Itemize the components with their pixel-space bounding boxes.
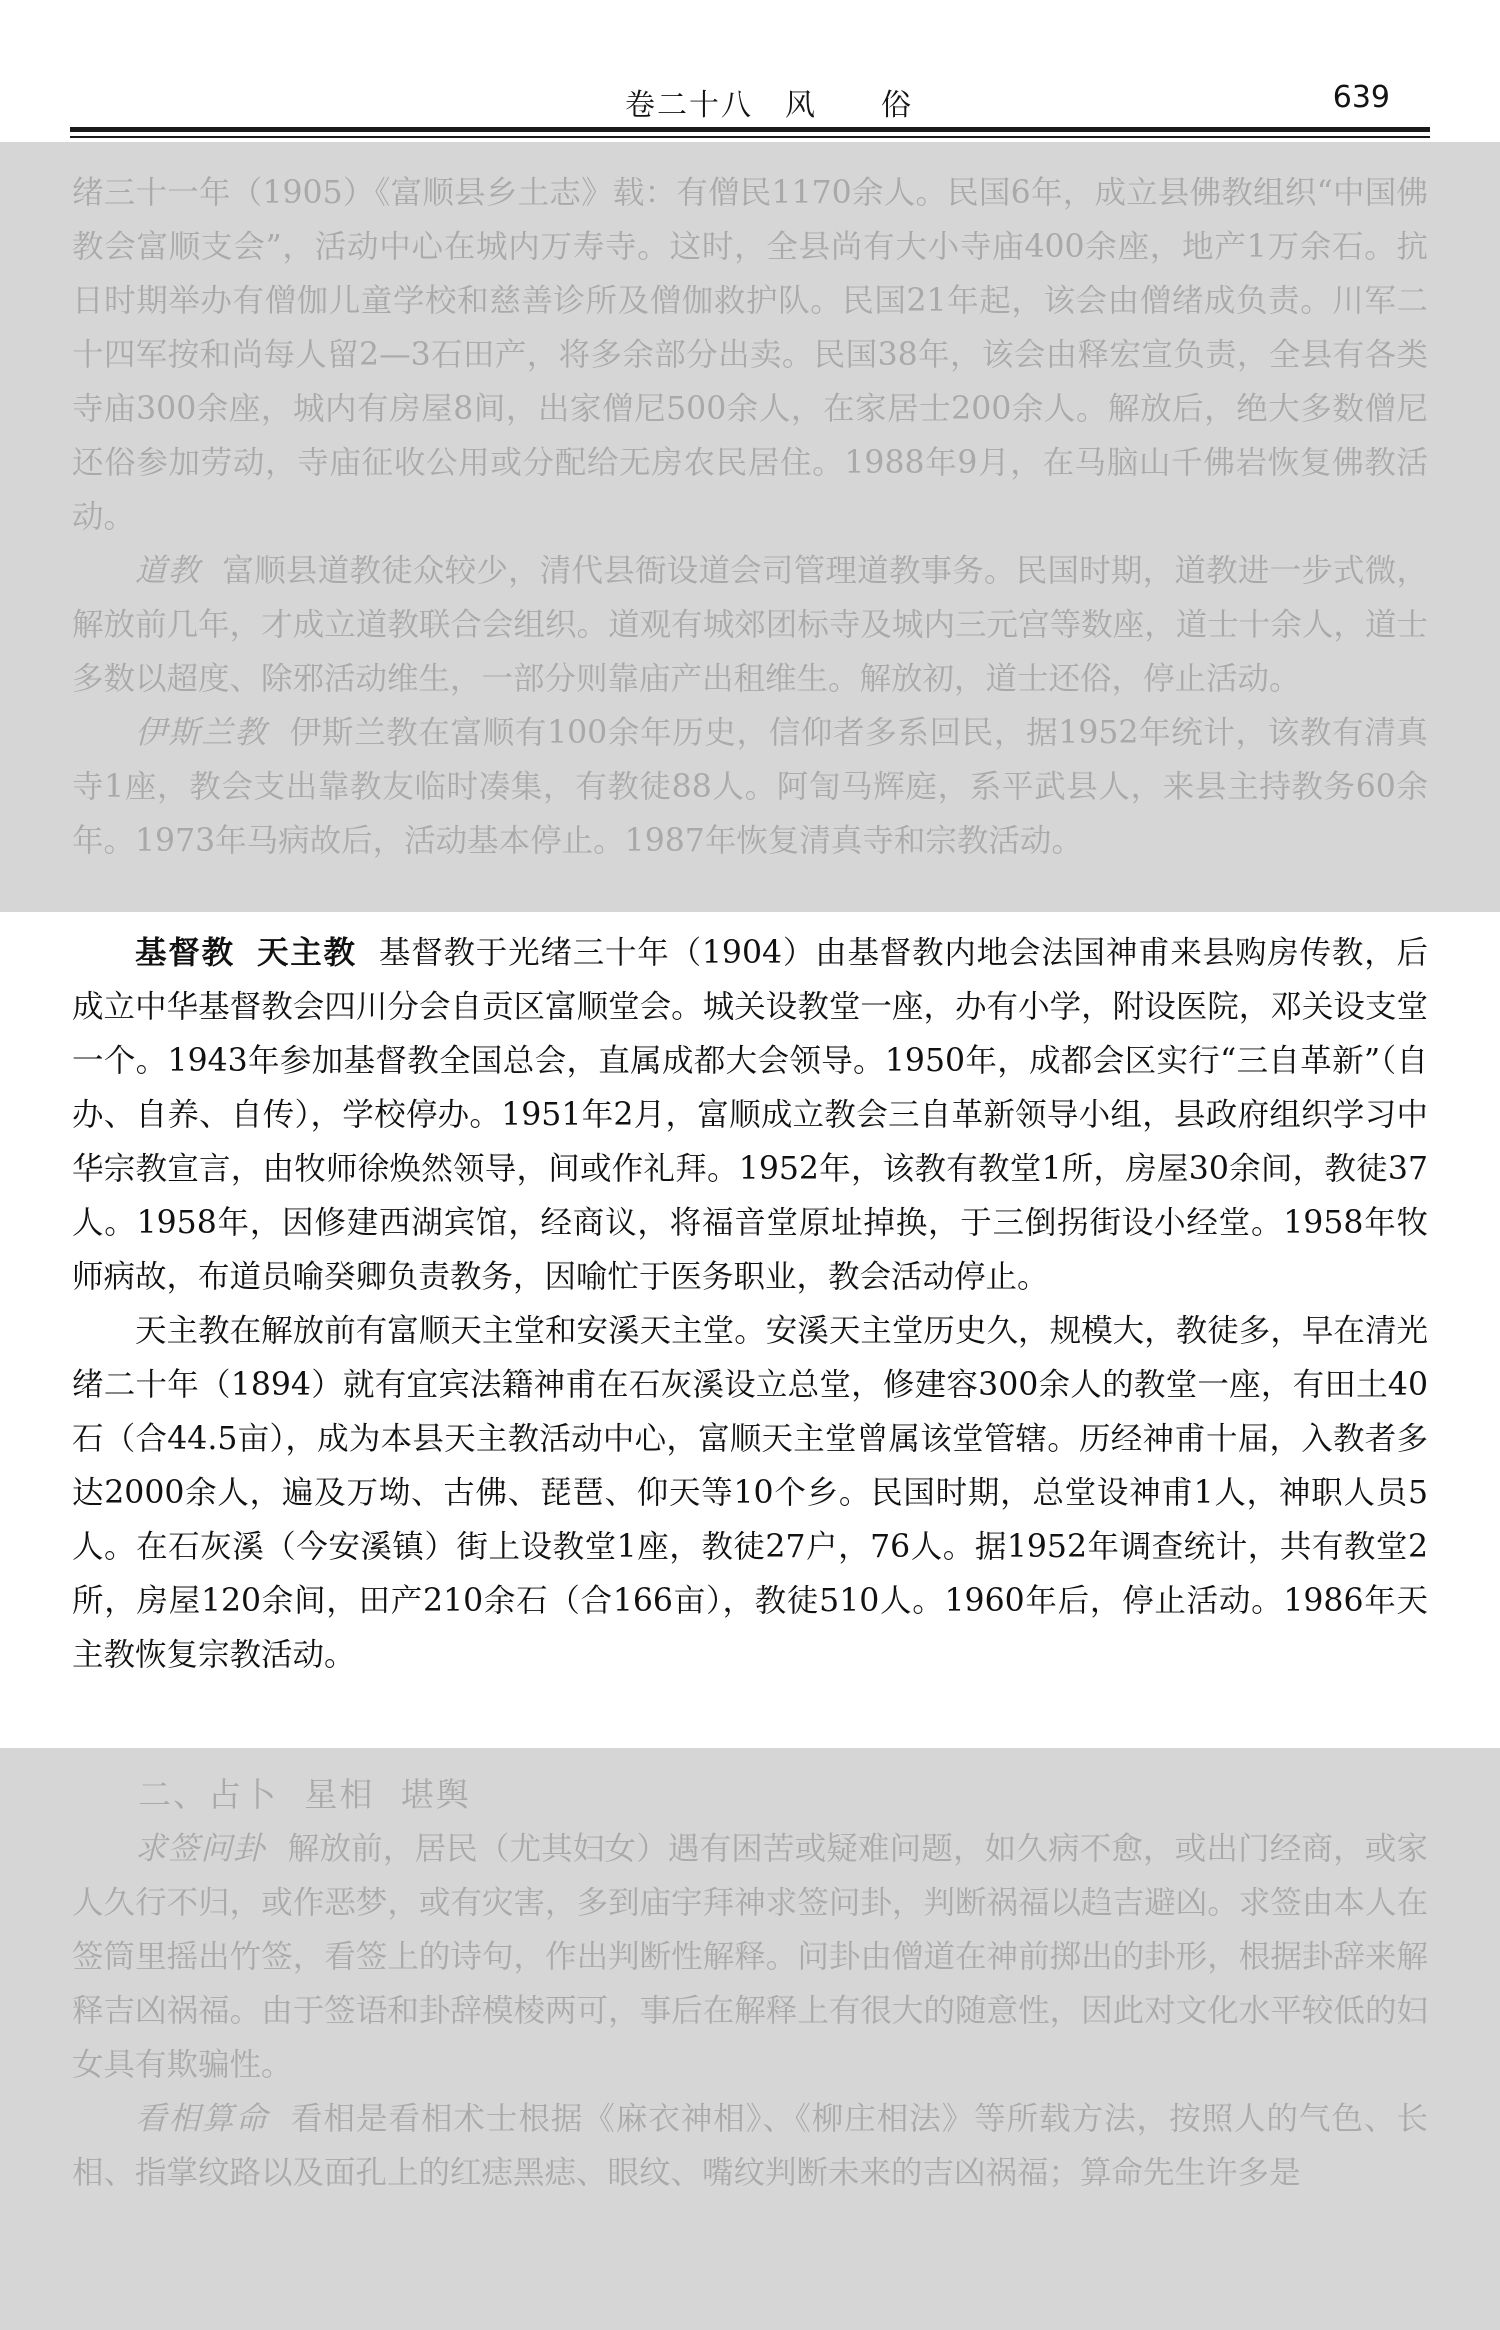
divination-keyword: 求签问卦 <box>135 1831 266 1867</box>
islam-keyword: 伊斯兰教 <box>135 715 268 751</box>
top-text-block <box>72 166 1428 868</box>
catholic-paragraph: 天主教在解放前有富顺天主堂和安溪天主堂。安溪天主堂历史久，规模大，教徒多，早在清光绪二十年（1894）就有宜宾法籍神甫在石灰溪设立总堂，修建容300余人的教堂一座，有田土40石（合44.5亩），成为本县天主教活动中心，富顺天主堂曾属该堂管辖。历经神甫十届，入教者多达2000余人，遍及万坳、古佛、琵琶、仰天等10个乡。民国时期，总堂设神甫1人，神职人员5人。在石灰溪（今安溪镇）街上设教堂1座，教徒27户，76人。据1952年调查统计，共有教堂2所，房屋120余间，田产210余石（合166亩），教徒510人。1960年后，停止活动。1986年天主教恢复宗教活动。 <box>72 1313 1428 1673</box>
main-text-block <box>72 926 1428 1682</box>
protestant-text: 基督教于光绪三十年（1904）由基督教内地会法国神甫来县购房传教，后成立中华基督教会四川分会自贡区富顺堂会。城关设教堂一座，办有小学，附设医院，邓关设支堂一个。1943年参加基督教全国总会，直属成都大会领导。1950年，成都会区实行“三自革新”（自办、自养、自传），学校停办。1951年2月，富顺成立教会三自革新领导小组，县政府组织学习中华宗教宣言，由牧师徐焕然领导，间或作礼拜。1952年，该教有教堂1所，房屋30余间，教徒37人。1958年，因修建西湖宾馆，经商议，将福音堂原址掉换，于三倒拐街设小经堂。1958年牧师病故，布道员喻癸卿负责教务，因喻忙于医务职业，教会活动停止。 <box>72 935 1428 1295</box>
daoism-text: 富顺县道教徒众较少，清代县衙设道会司管理道教事务。民国时期，道教进一步式微，解放前几年，才成立道教联合会组织。道观有城郊团标寺及城内三元宫等数座，道士十余人，道士多数以超度、除邪活动维生，一部分则靠庙产出租维生。解放初，道士还俗，停止活动。 <box>72 553 1428 697</box>
chapter-title: 卷二十八 风 俗 <box>625 88 913 123</box>
protestant-paragraph <box>72 926 1428 1304</box>
islam-text: 伊斯兰教在富顺有100余年历史，信仰者多系回民，据1952年统计，该教有清真寺1座，教会支出靠教友临时凑集，有教徒88人。阿訇马辉庭，系平武县人，来县主持教务60余年。1973年马病故后，活动基本停止。1987年恢复清真寺和宗教活动。 <box>72 715 1428 859</box>
page-header <box>70 80 1430 128</box>
christianity-keyword: 基督教 <box>135 934 235 971</box>
physiognomy-keyword: 看相算命 <box>135 2101 269 2137</box>
islam-paragraph <box>72 706 1428 868</box>
daoism-paragraph <box>72 544 1428 706</box>
section-title-astrology: 星相 <box>304 1775 375 1814</box>
section-number: 二、占卜 <box>138 1775 278 1814</box>
divination-text: 解放前，居民（尤其妇女）遇有困苦或疑难问题，如久病不愈，或出门经商，或家人久行不归，或作恶梦，或有灾害，多到庙宇拜神求签问卦，判断祸福以趋吉避凶。求签由本人在签筒里摇出竹签，看签上的诗句，作出判断性解释。问卦由僧道在神前掷出的卦形，根据卦辞来解释吉凶祸福。由于签语和卦辞模棱两可，事后在解释上有很大的随意性，因此对文化水平较低的妇女具有欺骗性。 <box>72 1831 1428 2083</box>
divination-paragraph <box>72 1822 1428 2092</box>
buddhism-paragraph: 绪三十一年（1905）《富顺县乡土志》载：有僧民1170余人。民国6年，成立县佛教组织“中国佛教会富顺支会”，活动中心在城内万寿寺。这时，全县尚有大小寺庙400余座，地产1万余石。抗日时期举办有僧伽儿童学校和慈善诊所及僧伽救护队。民国21年起，该会由僧绪成负责。川军二十四军按和尚每人留2—3石田产，将多余部分出卖。民国38年，该会由释宏宣负责，全县有各类寺庙300余座，城内有房屋8间，出家僧尼500余人，在家居士200余人。解放后，绝大多数僧尼还俗参加劳动，寺庙征收公用或分配给无房农民居住。1988年9月，在马脑山千佛岩恢复佛教活动。 <box>72 175 1428 535</box>
physiognomy-paragraph <box>72 2092 1428 2200</box>
page-number: 639 <box>1332 80 1390 115</box>
daoism-keyword: 道教 <box>135 553 201 589</box>
catholicism-keyword: 天主教 <box>256 934 357 971</box>
bottom-text-block <box>72 1768 1428 2200</box>
physiognomy-text: 看相是看相术士根据《麻衣神相》、《柳庄相法》等所载方法，按照人的气色、长相、指掌纹路以及面孔上的红痣黑痣、眼纹、嘴纹判断未来的吉凶祸福；算命先生许多是 <box>72 2101 1428 2191</box>
header-rule-thin <box>70 136 1430 138</box>
header-rule-thick <box>70 127 1430 132</box>
section-heading <box>72 1768 1428 1822</box>
section-title-geomancy: 堪舆 <box>400 1775 471 1814</box>
